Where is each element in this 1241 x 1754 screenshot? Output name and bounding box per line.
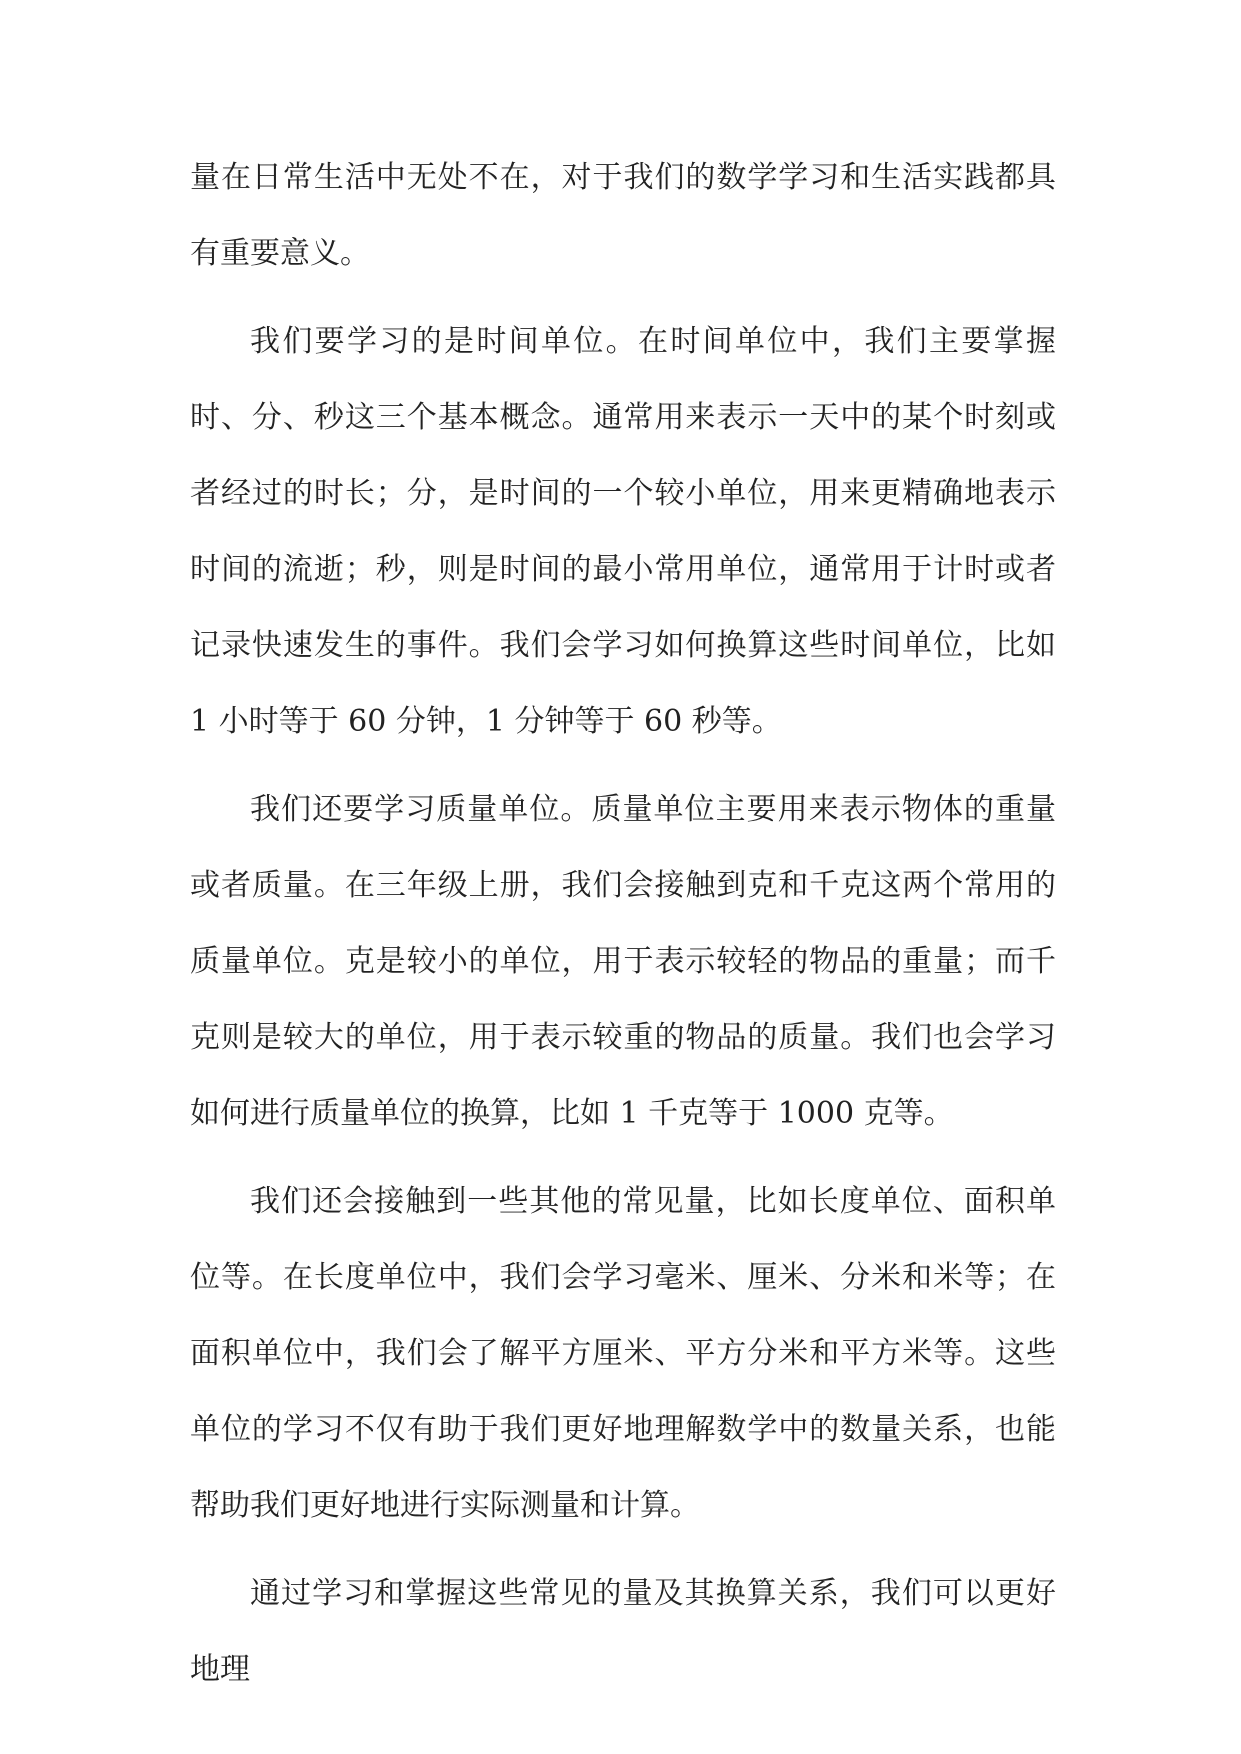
paragraph-continuation: 量在日常生活中无处不在，对于我们的数学学习和生活实践都具有重要意义。 [190, 160, 1056, 271]
paragraph-mass-units: 我们还要学习质量单位。质量单位主要用来表示物体的重量或者质量。在三年级上册，我们会接触到克和千克这两个常用的质量单位。克是较小的单位，用于表示较轻的物品的重量；而千克则是较大的单位，用于表示较重的物品的质量。我们也会学习如何进行质量单位的换算，比如 1 千克等于 1000 克等。 [190, 792, 1056, 1131]
paragraph-other-units: 我们还会接触到一些其他的常见量，比如长度单位、面积单位等。在长度单位中，我们会学习毫米、厘米、分米和米等；在面积单位中，我们会了解平方厘米、平方分米和平方米等。这些单位的学习不仅有助于我们更好地理解数学中的数量关系，也能帮助我们更好地进行实际测量和计算。 [190, 1184, 1056, 1523]
document-page [190, 140, 1056, 1720]
paragraph-time-units: 我们要学习的是时间单位。在时间单位中，我们主要掌握时、分、秒这三个基本概念。通常用来表示一天中的某个时刻或者经过的时长；分，是时间的一个较小单位，用来更精确地表示时间的流逝；秒，则是时间的最小常用单位，通常用于计时或者记录快速发生的事件。我们会学习如何换算这些时间单位，比如 1 小时等于 60 分钟，1 分钟等于 60 秒等。 [190, 324, 1056, 739]
paragraph-conclusion: 通过学习和掌握这些常见的量及其换算关系，我们可以更好地理 [190, 1576, 1056, 1687]
